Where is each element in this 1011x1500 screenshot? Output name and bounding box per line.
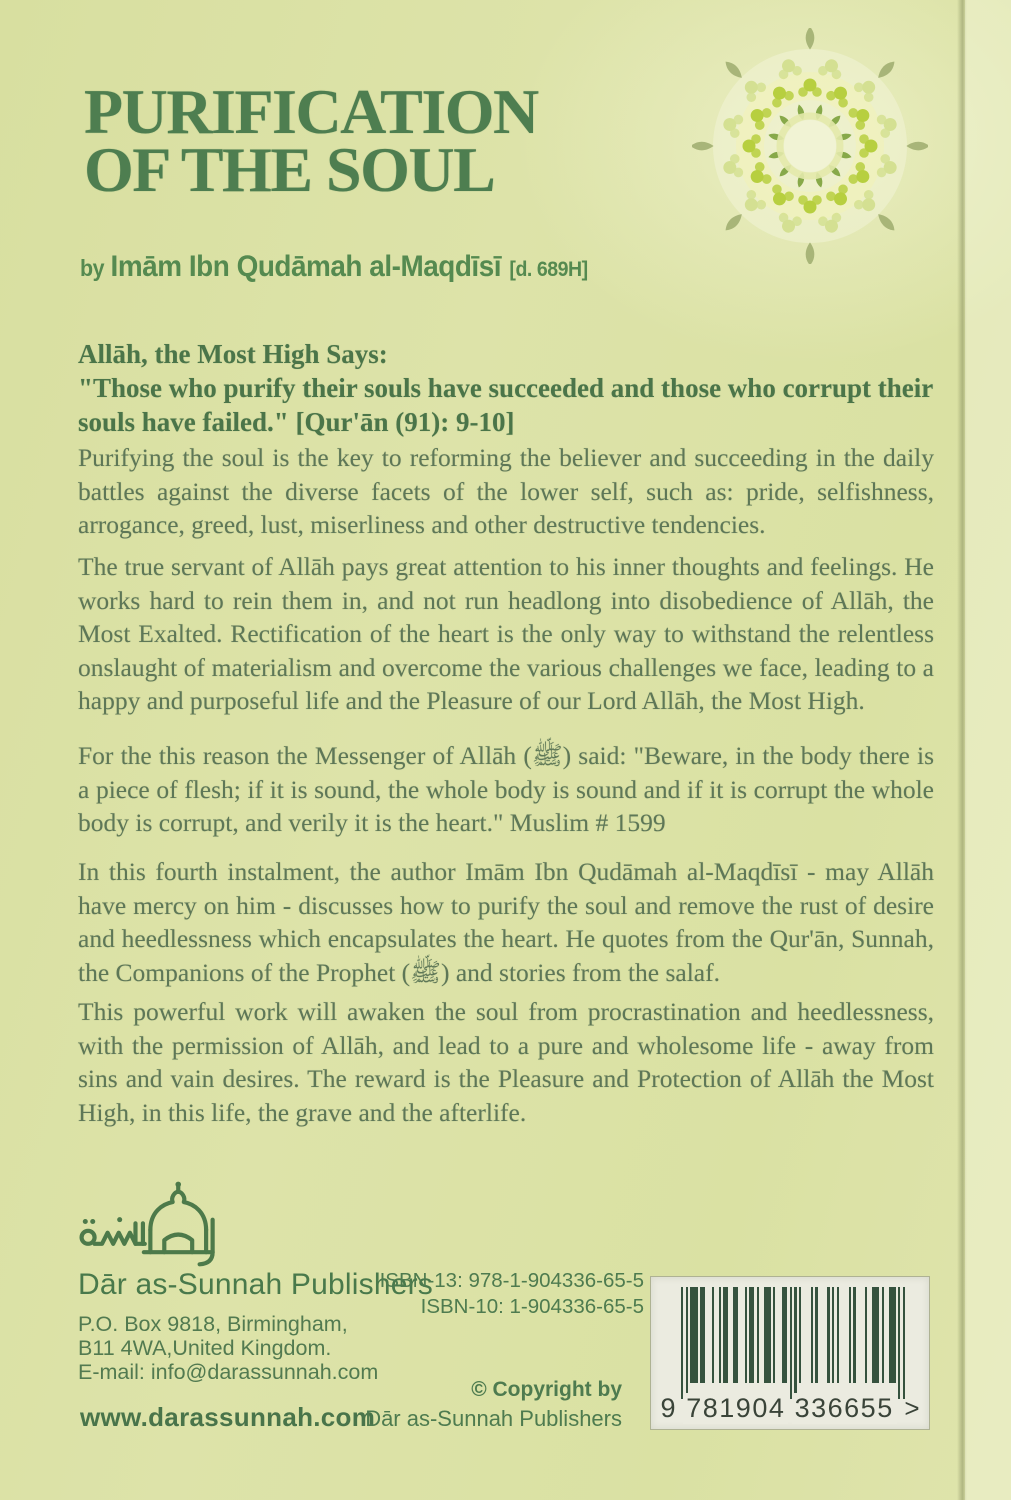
byline-prefix: by bbox=[80, 255, 105, 281]
description-paragraph: In this fourth instalment, the author Imām Ibn Qudāmah al-Maqdīsī - may Allāh have mercy on him - discusses how to purify the soul and remove the rust of desire and heedlessness which encapsulates the heart. He quotes from the Qur'ān, Sunnah, the Companions of the Prophet (ﷺ) and stories from the salaf. bbox=[78, 857, 934, 987]
barcode-digit-left: 9 bbox=[660, 1393, 676, 1423]
copyright-block bbox=[360, 1378, 622, 1432]
floral-mandala-icon bbox=[692, 28, 928, 264]
copyright-line1: © Copyright by bbox=[471, 1378, 622, 1401]
isbn-block bbox=[300, 1268, 644, 1320]
description-paragraph: The true servant of Allāh pays great attention to his inner thoughts and feelings. He works hard to rein them in, and not run headlong into disobedience of Allāh, the Most Exalted. Rectification of the heart is the only way to withstand the relentless onslaught of materialism and overcome the various challenges we face, leading to a happy and purposeful life and the Pleasure of our Lord Allāh, the Most High. bbox=[78, 552, 934, 715]
byline-author: Imām Ibn Qudāmah al-Maqdīsī bbox=[110, 250, 502, 283]
book-title-line1: PURIFICATION bbox=[84, 76, 538, 147]
quote-intro: Allāh, the Most High Says: bbox=[78, 339, 388, 369]
barcode-digit-group2: 336655 bbox=[792, 1393, 897, 1424]
barcode-digits bbox=[656, 1388, 924, 1424]
address-line: P.O. Box 9818, Birmingham, bbox=[78, 1312, 348, 1336]
barcode-bars bbox=[681, 1287, 905, 1383]
publisher-name: Dār as-Sunnah Publishers bbox=[78, 1268, 433, 1301]
book-title bbox=[84, 76, 538, 205]
book-title-line2: OF THE SOUL bbox=[84, 134, 495, 205]
barcode-arrow: > bbox=[904, 1393, 920, 1423]
copyright-line2: Dār as-Sunnah Publishers bbox=[365, 1406, 622, 1431]
description-paragraph: This powerful work will awaken the soul from procrastination and heedlessness, with the permission of Allāh, and lead to a pure and wholesome life - away from sins and vain desires. The reward is the Pleasure and Protection of Allāh the Most High, in this life, the grave and the afterlife. bbox=[78, 997, 934, 1127]
publisher-address bbox=[78, 1312, 378, 1384]
quote-text: "Those who purify their souls have succeeded and those who corrupt their souls have failed." [Qur'ān (91): 9-10] bbox=[78, 373, 933, 437]
description-paragraph: Purifying the soul is the key to reforming the believer and succeeding in the daily battles against the diverse facets of the lower self, such as: pride, selfishness, arrogance, greed, lust, miserliness and other destructive tendencies. bbox=[78, 443, 934, 539]
quran-quote bbox=[78, 337, 934, 439]
isbn-10: ISBN-10: 1-904336-65-5 bbox=[420, 1295, 644, 1318]
page-edge-strip bbox=[965, 0, 1011, 1500]
hadith-paragraph: For the this reason the Messenger of Allāh (ﷺ) said: "Beware, in the body there is a piece of flesh; if it is sound, the whole body is sound and if it is corrupt the whole body is corrupt, and verily it is the heart." Muslim # 1599 bbox=[78, 741, 934, 837]
byline-death: [d. 689H] bbox=[509, 258, 588, 281]
publisher-website: www.darassunnah.com bbox=[80, 1402, 376, 1432]
byline bbox=[80, 250, 588, 284]
address-line: B11 4WA,United Kingdom. bbox=[78, 1336, 332, 1360]
email-line: E-mail: info@darassunnah.com bbox=[78, 1360, 379, 1384]
barcode bbox=[650, 1276, 930, 1430]
barcode-digit-group1: 781904 bbox=[683, 1393, 788, 1424]
isbn-13: ISBN-13: 978-1-904336-65-5 bbox=[379, 1269, 644, 1292]
publisher-logo-icon bbox=[76, 1173, 234, 1271]
